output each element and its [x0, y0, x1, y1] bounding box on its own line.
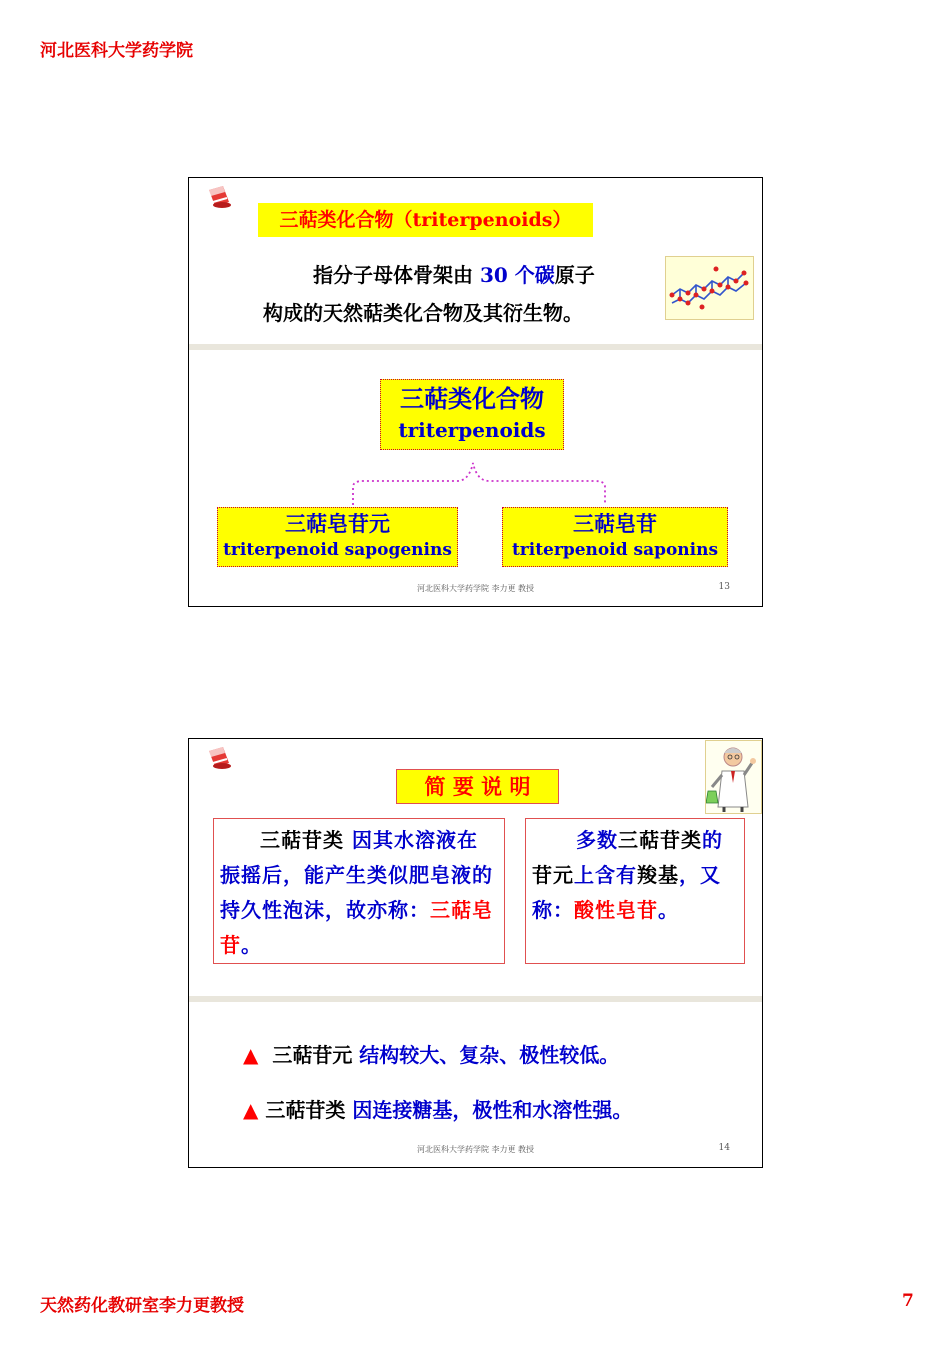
slide-number: 14 [718, 1143, 730, 1153]
top-box [380, 379, 564, 450]
bullet-2: ▲ 三萜苷类 因连接糖基，极性和水溶性强。 [243, 1098, 633, 1122]
definition-line-1: 指分子母体骨架由 30 个碳原子 [313, 263, 595, 287]
top-box-cn: 三萜类化合物 [400, 384, 544, 413]
divider [189, 996, 762, 1002]
slide-title: 简 要 说 明 [396, 769, 559, 804]
triangle-icon: ▲ [243, 1043, 259, 1067]
right-box-cn: 三萜皂苷 [573, 511, 657, 536]
text-box-right: 多数三萜苷类的苷元上含有羧基，又称：酸性皂苷。 [525, 818, 745, 964]
right-box-en: triterpenoid saponins [511, 540, 719, 560]
left-box-cn: 三萜皂苷元 [285, 511, 390, 536]
triangle-icon: ▲ [243, 1098, 259, 1122]
text-box-left: 三萜苷类 因其水溶液在振摇后，能产生类似肥皂液的持久性泡沫，故亦称：三萜皂苷。 [213, 818, 505, 964]
left-box [217, 507, 458, 567]
slide-credit: 河北医科大学药学院 李力更 教授 [416, 1145, 535, 1154]
molecule-icon [665, 256, 754, 320]
definition-line-2: 构成的天然萜类化合物及其衍生物。 [263, 301, 583, 325]
bullet-1: ▲ 三萜苷元 结构较大、复杂、极性较低。 [243, 1043, 620, 1067]
right-box [502, 507, 728, 567]
slide-14 [188, 738, 763, 1168]
brace-connector [349, 451, 609, 507]
page-footer-left: 天然药化教研室李力更教授 [40, 1296, 244, 1316]
slide-number: 13 [718, 582, 730, 592]
slide-credit: 河北医科大学药学院 李力更 教授 [416, 584, 535, 593]
page-header: 河北医科大学药学院 [40, 41, 193, 61]
top-box-en: triterpenoids [398, 418, 546, 442]
bell-icon [203, 182, 235, 212]
left-box-en: triterpenoid sapogenins [223, 540, 452, 560]
divider [189, 344, 762, 350]
bell-icon [203, 743, 235, 773]
slide-13 [188, 177, 763, 607]
scientist-icon [705, 740, 762, 814]
slide-title: 三萜类化合物（triterpenoids） [258, 203, 593, 237]
page-number: 7 [902, 1291, 914, 1311]
